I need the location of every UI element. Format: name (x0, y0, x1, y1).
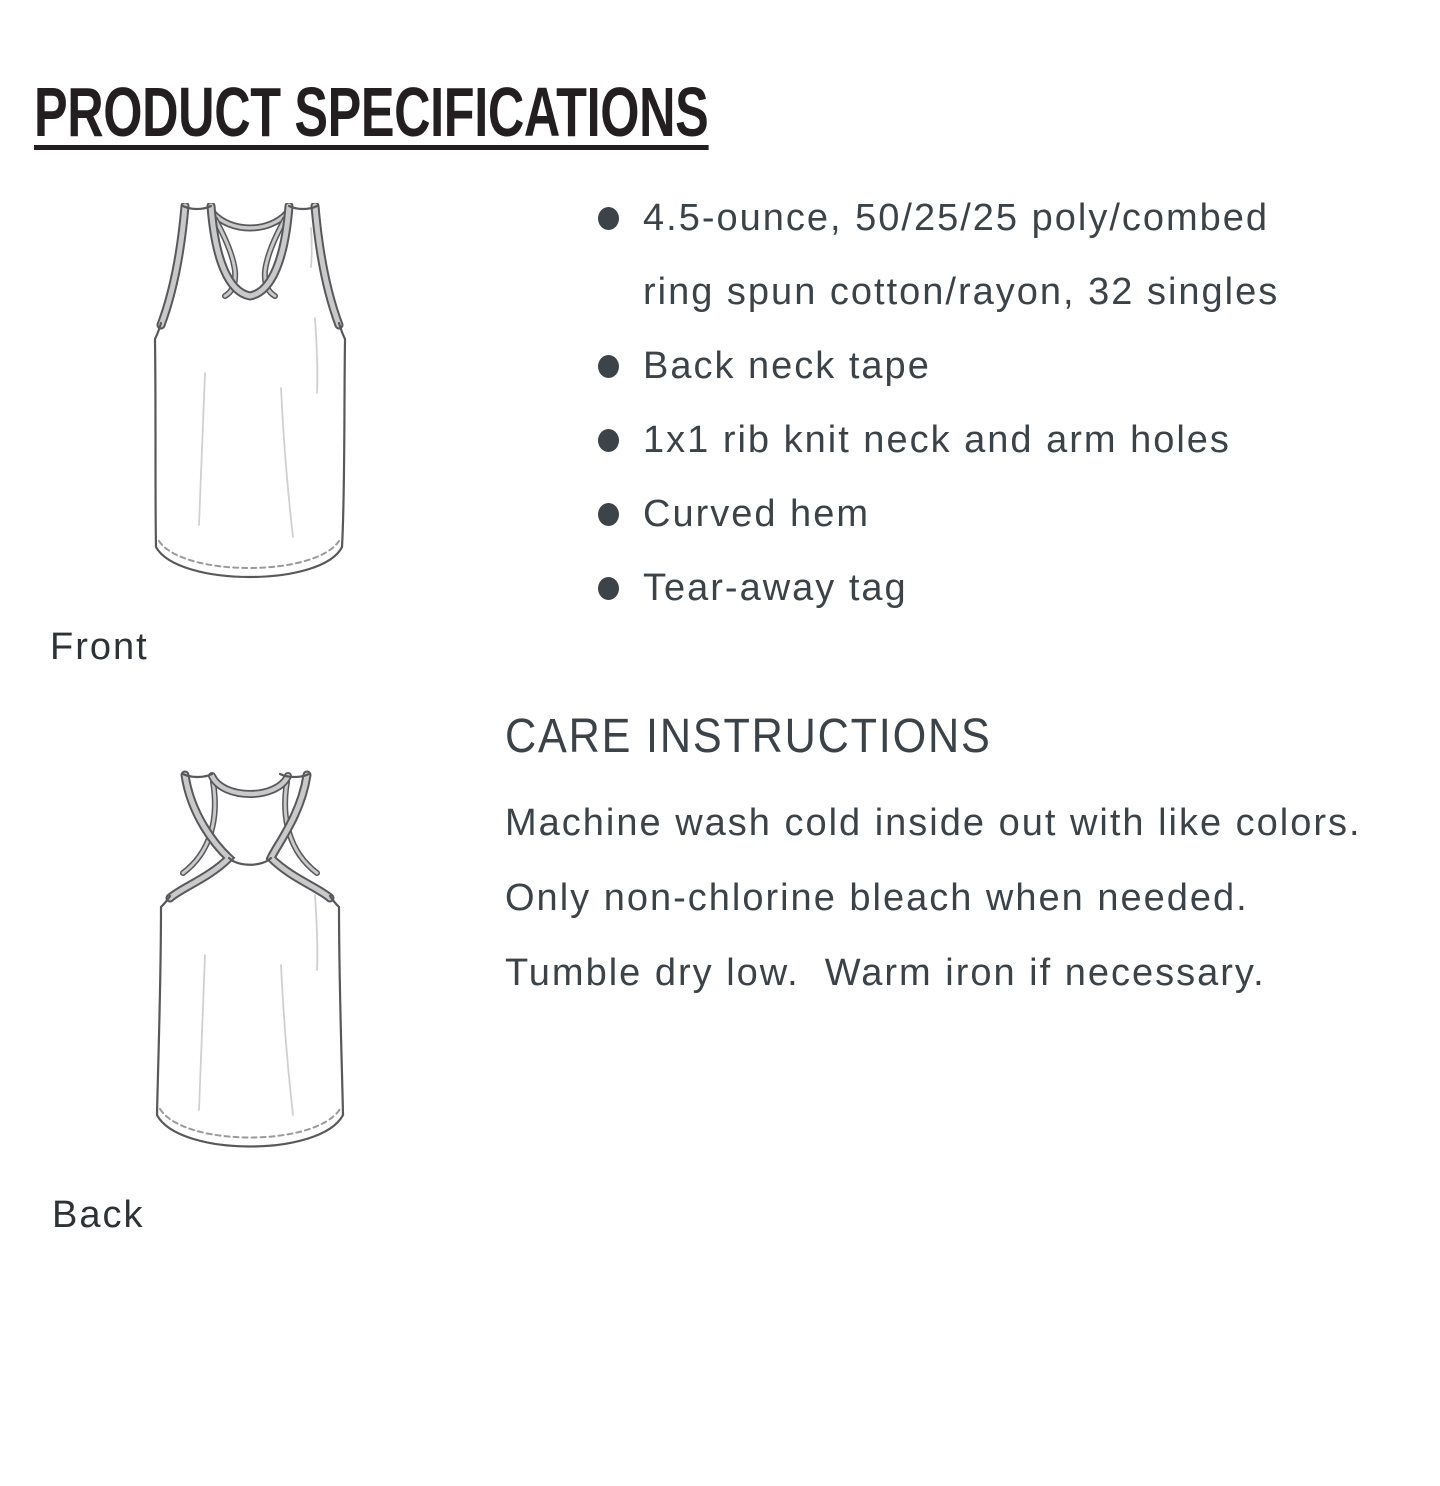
tank-top-back-illustration (153, 770, 348, 1160)
care-instruction-line: Tumble dry low. Warm iron if necessary. (505, 952, 1266, 994)
care-instruction-line: Machine wash cold inside out with like colors. (505, 802, 1362, 844)
spec-bullet-item (598, 403, 1303, 477)
panel-bottom-dip-line (229, 858, 271, 865)
spec-bullet-item (598, 329, 1303, 403)
page-title: PRODUCT SPECIFICATIONS (34, 72, 709, 151)
care-instructions-body (505, 786, 1440, 1011)
spec-bullet-text: 1x1 rib knit neck and arm holes (643, 419, 1231, 461)
back-view-label: Back (52, 1194, 145, 1236)
care-instructions-heading: CARE INSTRUCTIONS (505, 710, 992, 763)
spec-bullet-list (598, 181, 1303, 625)
hem-stitch-line (160, 1109, 340, 1138)
spec-bullet-text: Back neck tape (643, 345, 931, 387)
spec-bullet-text: Curved hem (643, 493, 870, 535)
back-neck-band-line (212, 776, 288, 794)
spec-bullet-item (598, 477, 1303, 551)
bullet-dot-icon (598, 503, 619, 526)
bullet-dot-icon (598, 355, 619, 378)
bullet-dot-icon (598, 429, 619, 452)
curved-hem-line (157, 1115, 343, 1147)
curved-hem-line (156, 547, 342, 577)
side-seam-left-line (157, 896, 170, 1115)
bullet-dot-icon (598, 577, 619, 600)
side-seam-right-line (330, 896, 343, 1115)
spec-bullet-item (598, 181, 1303, 329)
spec-bullet-text: 4.5-ounce, 50/25/25 poly/combed ring spun cotton/rayon, 32 singles (643, 197, 1280, 313)
side-seam-left-line (155, 323, 161, 547)
spec-bullet-item (598, 551, 1303, 625)
back-view-figure (153, 770, 348, 1165)
tank-top-front-illustration (153, 203, 348, 588)
spec-bullet-text: Tear-away tag (643, 567, 908, 609)
side-seam-right-line (339, 323, 345, 547)
bullet-dot-icon (598, 207, 619, 230)
front-view-figure (153, 203, 348, 593)
front-view-label: Front (50, 626, 149, 668)
hem-stitch-line (159, 541, 339, 568)
care-instructions-section (505, 710, 1440, 1011)
care-instruction-line: Only non-chlorine bleach when needed. (505, 877, 1249, 919)
